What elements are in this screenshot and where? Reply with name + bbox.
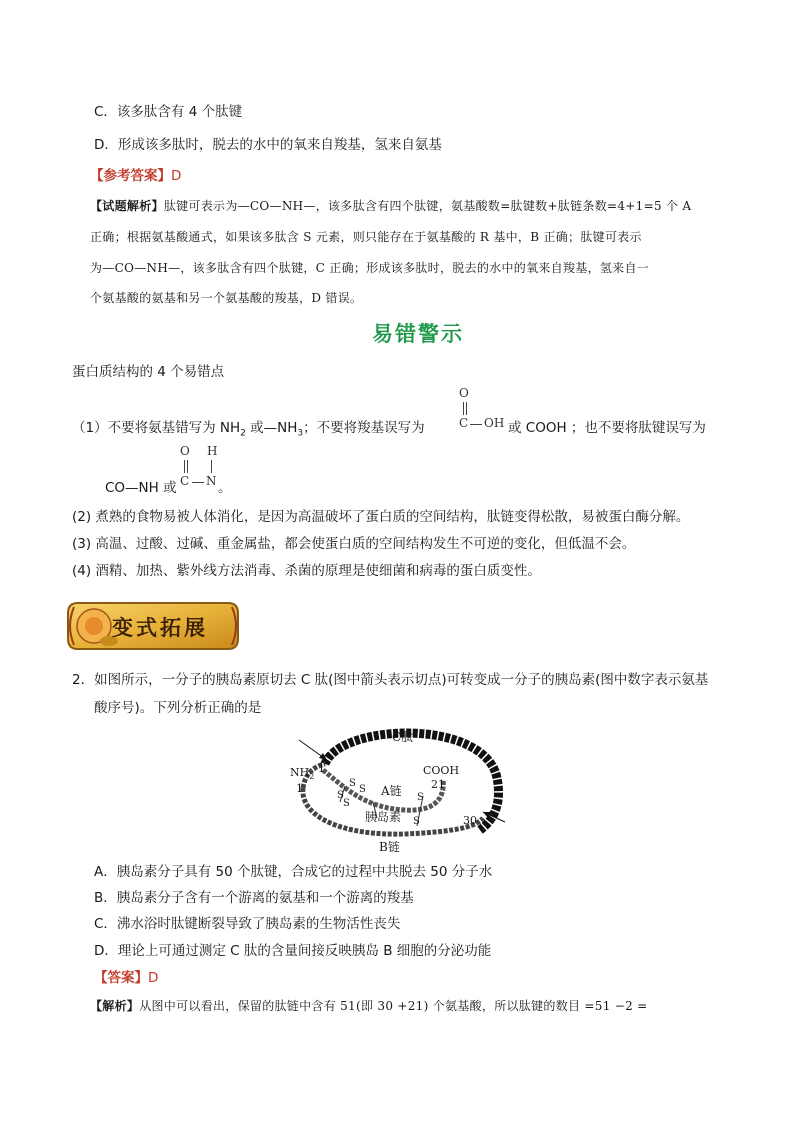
insulin-diagram <box>285 718 525 852</box>
q1-analysis-line1 <box>90 197 691 214</box>
struct-peptide-cn-bond <box>192 482 204 483</box>
q2-stem-line1: 2．如图所示，一分子的胰岛素原切去 C 肽(图中箭头表示切点)可转变成一分子的胰岛素(图中数字表示氨基 <box>72 672 709 688</box>
answer-value: D <box>171 168 182 184</box>
struct-double-bond-1 <box>463 402 464 415</box>
q2-option-c: C．沸水浴时肽键断裂导致了胰岛素的生物活性丧失 <box>94 916 401 932</box>
analysis-text: 肽键可表示为—CO—NH—，该多肽含有四个肽键，氨基酸数=肽键数+肽链条数=4+1=5 个 A <box>163 199 692 213</box>
struct-single-bond <box>470 424 482 425</box>
label-b-chain: B链 <box>379 840 400 854</box>
label-num-30: 30 <box>463 814 477 827</box>
q2-answer-label: 【答案】 <box>94 970 148 986</box>
q2-option-d: D．理论上可通过测定 C 肽的含量间接反映胰岛 B 细胞的分泌功能 <box>94 943 492 959</box>
label-s-5: S <box>417 792 424 803</box>
label-s-3: S <box>337 790 344 801</box>
struct-peptide-n: N <box>206 474 217 488</box>
label-nh2 <box>290 766 314 781</box>
q2-answer <box>94 966 158 986</box>
section-heading: 易错警示 <box>372 321 464 346</box>
section-banner <box>64 597 242 655</box>
struct-carboxyl-o: O <box>459 386 469 400</box>
p1-text-c: ；不要将羧基误写为 <box>303 420 425 436</box>
label-c-peptide: C肽 <box>392 730 414 744</box>
struct-peptide-bond-2 <box>187 460 188 473</box>
p1-sub-2: 2 <box>240 428 246 439</box>
warning-point-1-line2: CO—NH 或 <box>105 480 177 496</box>
q2-analysis-text: 从图中可以看出，保留的肽链中含有 51(即 30 +21) 个氨基酸，所以肽键的数目 =51 −2 = <box>139 999 648 1013</box>
warning-point-1-cont: 或 COOH ；也不要将肽键误写为 <box>508 420 706 436</box>
label-s-1: S <box>349 778 356 789</box>
analysis-label: 【试题解析】 <box>90 199 164 213</box>
q2-answer-value: D <box>148 970 159 986</box>
label-s-4: S <box>343 798 350 809</box>
warning-point-3: (3) 高温、过酸、过碱、重金属盐，都会使蛋白质的空间结构发生不可逆的变化，但低温不会。 <box>72 536 636 552</box>
warning-point-1-end: 。 <box>218 480 232 496</box>
q2-analysis-label: 【解析】 <box>90 999 140 1013</box>
label-cooh: COOH <box>423 764 460 777</box>
q2-option-a: A．胰岛素分子具有 50 个肽键，合成它的过程中共脱去 50 分子水 <box>94 864 493 880</box>
q1-analysis-line4: 个氨基酸的氨基和另一个氨基酸的羧基，D 错误。 <box>90 291 363 305</box>
label-insulin: 胰岛素 <box>365 810 402 824</box>
struct-peptide-bond-1 <box>184 460 185 473</box>
struct-carboxyl-c: C <box>459 416 469 430</box>
struct-peptide-o: O <box>180 444 190 458</box>
p1-text-a: （1）不要将氨基错写为 NH <box>72 420 241 436</box>
warning-point-2: (2) 煮熟的食物易被人体消化，是因为高温破坏了蛋白质的空间结构，肽链变得松散，易被蛋白酶分解。 <box>72 509 690 525</box>
q2-stem-line2: 酸序号)。下列分析正确的是 <box>94 700 262 716</box>
p1-sub-3: 3 <box>297 428 304 439</box>
answer-label: 【参考答案】 <box>90 168 171 184</box>
label-a-chain: A链 <box>381 784 402 798</box>
p1-text-b: 或—NH <box>245 420 298 436</box>
q1-analysis-line2: 正确；根据氨基酸通式，如果该多肽含 S 元素，则只能存在于氨基酸的 R 基中，B 正确；肽键可表示 <box>90 230 642 244</box>
struct-peptide-nh-bond <box>211 460 212 473</box>
q2-option-b: B．胰岛素分子含有一个游离的氨基和一个游离的羧基 <box>94 890 414 906</box>
struct-carboxyl-oh: OH <box>484 416 505 430</box>
label-num-1-top: 1 <box>318 762 325 775</box>
q1-option-d: D．形成该多肽时，脱去的水中的氧来自羧基，氢来自氨基 <box>94 137 442 153</box>
nh2-text: NH <box>290 766 310 779</box>
warning-point-4: (4) 酒精、加热、紫外线方法消毒、杀菌的原理是使细菌和病毒的蛋白质变性。 <box>72 563 541 579</box>
q2-analysis-line1 <box>90 997 648 1014</box>
q1-answer <box>90 164 181 184</box>
label-num-1-left: 1 <box>296 782 303 795</box>
struct-double-bond-2 <box>466 402 467 415</box>
q1-option-c: C．该多肽含有 4 个肽键 <box>94 104 243 120</box>
q1-analysis-line3: 为—CO—NH—，该多肽含有四个肽键，C 正确；形成该多肽时，脱去的水中的氧来自羧基，氢来自一 <box>90 261 650 275</box>
struct-peptide-c: C <box>180 474 190 488</box>
nh2-sub: 2 <box>309 772 315 782</box>
struct-peptide-h: H <box>207 444 218 458</box>
label-num-21: 21 <box>431 778 445 791</box>
label-s-6: S <box>413 816 420 827</box>
label-s-2: S <box>359 784 366 795</box>
warning-point-1 <box>72 416 425 439</box>
warning-subtitle: 蛋白质结构的 4 个易错点 <box>72 364 225 380</box>
banner-text: 变式拓展 <box>112 615 208 640</box>
